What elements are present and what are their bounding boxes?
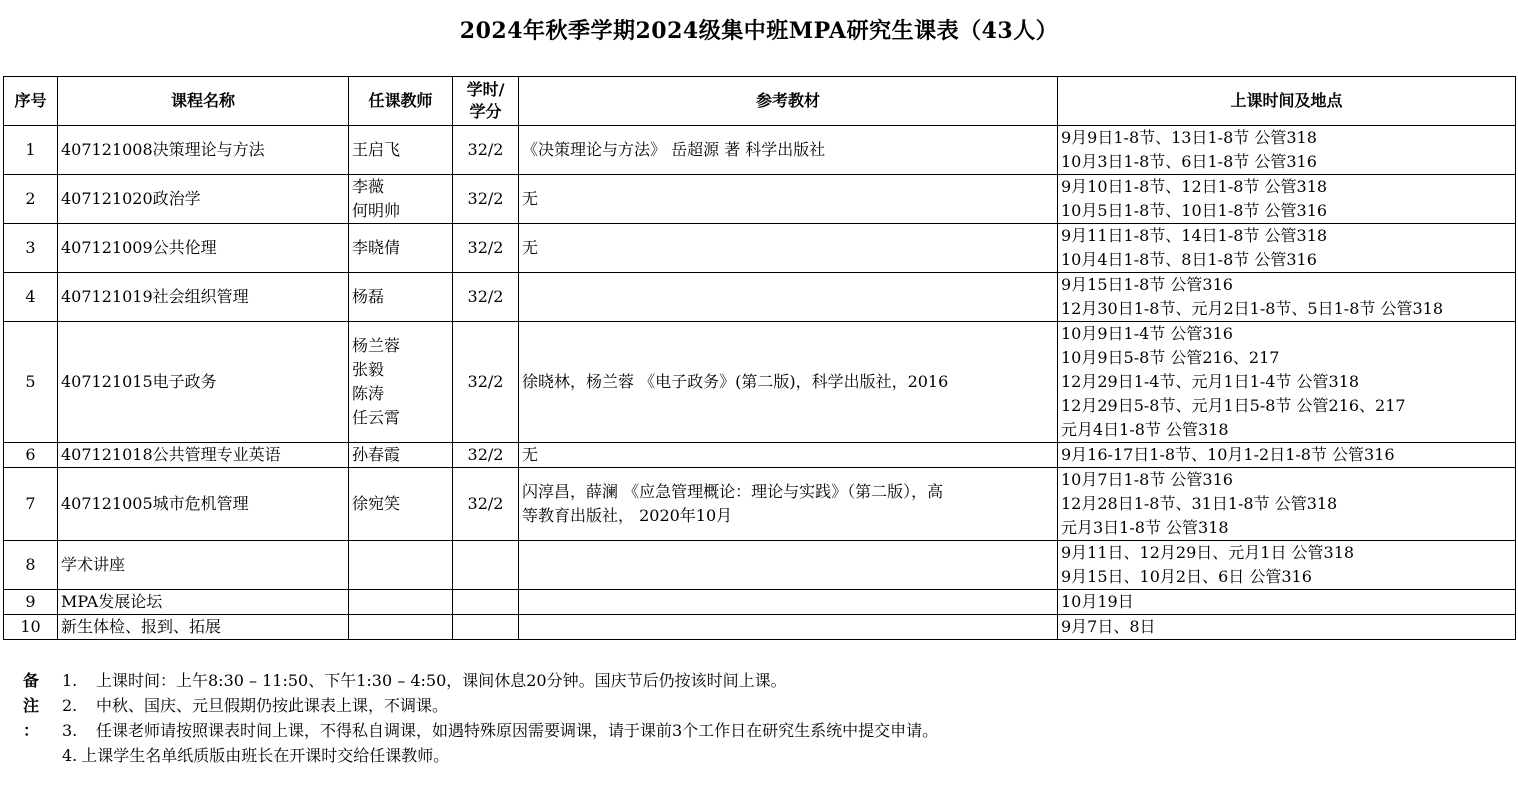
table-row (4, 541, 1516, 590)
note-text: 上课时间：上午8:30 – 11:50、下午1:30 – 4:50，课间休息20分钟。国庆节后仍按该时间上课。 (96, 671, 787, 690)
cell-teacher (349, 322, 453, 443)
teacher-name: 何明帅 (352, 201, 401, 220)
schedule-line: 9月11日、12月29日、元月1日 公管318 (1061, 543, 1355, 562)
note-number: 3. (62, 721, 78, 740)
cell-textbook (519, 175, 1058, 224)
teacher-name: 徐宛笑 (352, 494, 401, 513)
note-item (62, 693, 938, 718)
note-text: 中秋、国庆、元旦假期仍按此课表上课，不调课。 (96, 696, 449, 715)
schedule-line: 10月7日1-8节 公管316 (1061, 470, 1233, 489)
cell-hours: 32/2 (453, 273, 519, 322)
schedule-line: 12月28日1-8节、31日1-8节 公管318 (1061, 494, 1338, 513)
cell-hours: 32/2 (453, 224, 519, 273)
header-textbook: 参考教材 (519, 77, 1058, 126)
cell-schedule (1058, 175, 1516, 224)
cell-no: 10 (4, 615, 58, 640)
schedule-line: 9月15日1-8节 公管316 (1061, 275, 1233, 294)
table-row (4, 224, 1516, 273)
cell-teacher (349, 541, 453, 590)
teacher-name: 任云霄 (352, 408, 401, 427)
schedule-line: 9月10日1-8节、12日1-8节 公管318 (1061, 177, 1328, 196)
schedule-line: 12月29日1-4节、元月1日1-4节 公管318 (1061, 372, 1360, 391)
teacher-name: 李晓倩 (352, 238, 401, 257)
teacher-name: 张毅 (352, 360, 385, 379)
notes-label-char: 注 (22, 696, 39, 715)
textbook-line: 无 (522, 189, 539, 208)
table-row (4, 468, 1516, 541)
note-number: 1. (62, 671, 78, 690)
cell-hours: 32/2 (453, 443, 519, 468)
cell-no: 2 (4, 175, 58, 224)
header-teacher: 任课教师 (349, 77, 453, 126)
notes-label-char: 备 (22, 671, 39, 690)
cell-teacher (349, 443, 453, 468)
note-item (62, 743, 938, 768)
schedule-line: 10月3日1-8节、6日1-8节 公管316 (1061, 152, 1317, 171)
header-schedule: 上课时间及地点 (1058, 77, 1516, 126)
schedule-line: 元月3日1-8节 公管318 (1061, 518, 1229, 537)
cell-no: 9 (4, 590, 58, 615)
schedule-line: 10月19日 (1061, 592, 1134, 611)
cell-no: 8 (4, 541, 58, 590)
teacher-name: 杨兰蓉 (352, 336, 401, 355)
cell-schedule (1058, 590, 1516, 615)
cell-teacher (349, 175, 453, 224)
cell-teacher (349, 273, 453, 322)
notes-list (62, 668, 938, 768)
cell-course: 407121018公共管理专业英语 (58, 443, 349, 468)
cell-course: 407121020政治学 (58, 175, 349, 224)
cell-schedule (1058, 468, 1516, 541)
cell-no: 5 (4, 322, 58, 443)
note-item (62, 668, 938, 693)
schedule-line: 9月16-17日1-8节、10月1-2日1-8节 公管316 (1061, 445, 1395, 464)
table-row (4, 590, 1516, 615)
header-hours-line2: 学分 (469, 102, 502, 121)
note-item (62, 718, 938, 743)
cell-no: 3 (4, 224, 58, 273)
schedule-line: 10月9日1-4节 公管316 (1061, 324, 1233, 343)
header-hours-line1: 学时/ (466, 80, 505, 99)
cell-hours (453, 541, 519, 590)
schedule-line: 10月4日1-8节、8日1-8节 公管316 (1061, 250, 1317, 269)
cell-course: 407121009公共伦理 (58, 224, 349, 273)
page-title: 2024年秋季学期2024级集中班MPA研究生课表（43人） (459, 18, 1059, 44)
header-no: 序号 (4, 77, 58, 126)
cell-textbook (519, 541, 1058, 590)
teacher-name: 王启飞 (352, 140, 401, 159)
cell-no: 1 (4, 126, 58, 175)
cell-hours: 32/2 (453, 468, 519, 541)
schedule-line: 9月9日1-8节、13日1-8节 公管318 (1061, 128, 1317, 147)
cell-course: 407121015电子政务 (58, 322, 349, 443)
cell-schedule (1058, 224, 1516, 273)
schedule-line: 12月29日5-8节、元月1日5-8节 公管216、217 (1061, 396, 1406, 415)
cell-course: 407121019社会组织管理 (58, 273, 349, 322)
cell-course: MPA发展论坛 (58, 590, 349, 615)
table-row (4, 126, 1516, 175)
teacher-name: 李薇 (352, 177, 385, 196)
table-row (4, 322, 1516, 443)
cell-course: 新生体检、报到、拓展 (58, 615, 349, 640)
cell-textbook (519, 443, 1058, 468)
cell-no: 4 (4, 273, 58, 322)
note-number: 2. (62, 696, 78, 715)
cell-teacher (349, 468, 453, 541)
cell-schedule (1058, 541, 1516, 590)
schedule-line: 9月15日、10月2日、6日 公管316 (1061, 567, 1312, 586)
teacher-name: 孙春霞 (352, 445, 401, 464)
note-number: 4. (62, 746, 78, 765)
cell-textbook (519, 322, 1058, 443)
table-row (4, 443, 1516, 468)
schedule-line: 9月7日、8日 (1061, 617, 1156, 636)
schedule-line: 10月9日5-8节 公管216、217 (1061, 348, 1280, 367)
cell-textbook (519, 468, 1058, 541)
cell-teacher (349, 126, 453, 175)
cell-schedule (1058, 615, 1516, 640)
cell-hours (453, 615, 519, 640)
schedule-line: 12月30日1-8节、元月2日1-8节、5日1-8节 公管318 (1061, 299, 1444, 318)
header-row (4, 77, 1516, 126)
cell-schedule (1058, 443, 1516, 468)
cell-textbook (519, 615, 1058, 640)
schedule-line: 9月11日1-8节、14日1-8节 公管318 (1061, 226, 1328, 245)
cell-hours (453, 590, 519, 615)
notes-label (20, 668, 42, 743)
teacher-name: 陈涛 (352, 384, 385, 403)
cell-no: 6 (4, 443, 58, 468)
header-hours (453, 77, 519, 126)
notes-label-char: ： (22, 721, 39, 740)
textbook-line: 《决策理论与方法》 岳超源 著 科学出版社 (522, 140, 826, 159)
cell-schedule (1058, 273, 1516, 322)
schedule-line: 10月5日1-8节、10日1-8节 公管316 (1061, 201, 1328, 220)
cell-schedule (1058, 322, 1516, 443)
cell-textbook (519, 273, 1058, 322)
cell-teacher (349, 615, 453, 640)
cell-course: 学术讲座 (58, 541, 349, 590)
cell-teacher (349, 590, 453, 615)
cell-course: 407121008决策理论与方法 (58, 126, 349, 175)
cell-hours: 32/2 (453, 126, 519, 175)
cell-no: 7 (4, 468, 58, 541)
table-row (4, 273, 1516, 322)
cell-hours: 32/2 (453, 322, 519, 443)
schedule-table (3, 76, 1516, 640)
cell-schedule (1058, 126, 1516, 175)
table-row (4, 615, 1516, 640)
teacher-name: 杨磊 (352, 287, 385, 306)
cell-hours: 32/2 (453, 175, 519, 224)
table-row (4, 175, 1516, 224)
cell-textbook (519, 590, 1058, 615)
textbook-line: 无 (522, 238, 539, 257)
textbook-line: 无 (522, 445, 539, 464)
cell-teacher (349, 224, 453, 273)
cell-course: 407121005城市危机管理 (58, 468, 349, 541)
textbook-line: 等教育出版社， 2020年10月 (522, 506, 733, 525)
cell-textbook (519, 224, 1058, 273)
note-text: 上课学生名单纸质版由班长在开课时交给任课教师。 (81, 746, 450, 765)
note-text: 任课老师请按照课表时间上课，不得私自调课，如遇特殊原因需要调课，请于课前3个工作日在研究生系统中提交申请。 (96, 721, 939, 740)
header-course: 课程名称 (58, 77, 349, 126)
textbook-line: 徐晓林，杨兰蓉 《电子政务》(第二版)，科学出版社，2016 (522, 372, 949, 391)
cell-textbook (519, 126, 1058, 175)
textbook-line: 闪淳昌，薛澜 《应急管理概论：理论与实践》（第二版），高 (522, 482, 944, 501)
schedule-line: 元月4日1-8节 公管318 (1061, 420, 1229, 439)
